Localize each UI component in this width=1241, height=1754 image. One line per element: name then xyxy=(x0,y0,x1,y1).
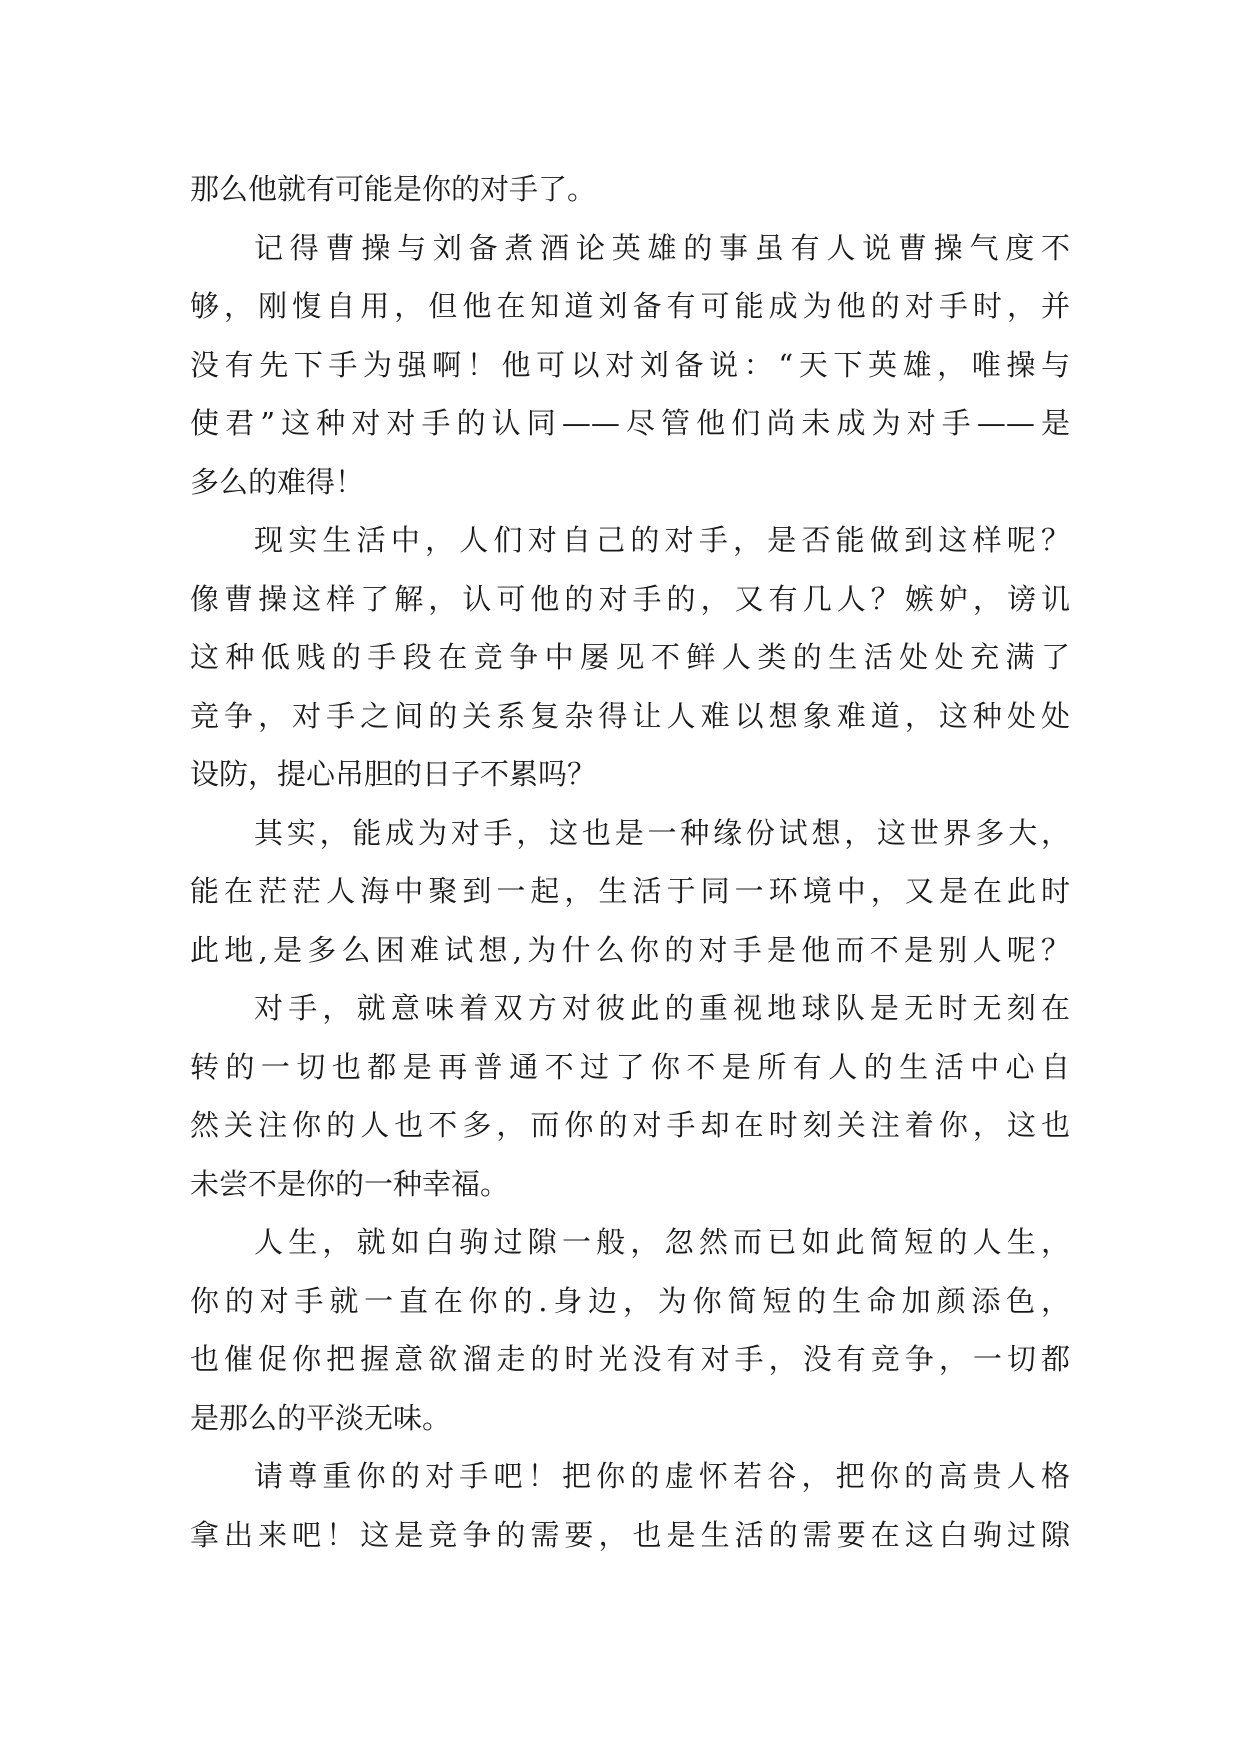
text-line: 没有先下手为强啊！他可以对刘备说：“天下英雄，唯操与 xyxy=(190,347,1070,382)
body-text xyxy=(190,160,1070,1564)
text-line: 竞争，对手之间的关系复杂得让人难以想象难道，这种处处 xyxy=(190,698,1070,733)
text-line: 设防，提心吊胆的日子不累吗？ xyxy=(190,757,597,791)
text-line: 人生，就如白驹过隙一般，忽然而已如此简短的人生， xyxy=(254,1225,1070,1259)
text-line: 现实生活中，人们对自己的对手，是否能做到这样呢？ xyxy=(254,523,1070,557)
text-line: 那么他就有可能是你的对手了。 xyxy=(190,172,597,206)
text-line: 像曹操这样了解，认可他的对手的，又有几人？嫉妒，谤讥 xyxy=(190,581,1070,616)
text-line: 记得曹操与刘备煮酒论英雄的事虽有人说曹操气度不 xyxy=(254,230,1070,265)
text-line: 未尝不是你的一种幸福。 xyxy=(190,1166,510,1201)
text-line: 能在茫茫人海中聚到一起，生活于同一环境中，又是在此时 xyxy=(190,874,1070,908)
text-line: 此地,是多么困难试想,为什么你的对手是他而不是别人呢？ xyxy=(190,932,1070,967)
text-line: 拿出来吧！这是竞争的需要，也是生活的需要在这白驹过隙 xyxy=(190,1517,1070,1552)
text-line: 这种低贱的手段在竞争中屡见不鲜人类的生活处处充满了 xyxy=(190,640,1070,674)
text-line: 使君”这种对对手的认同——尽管他们尚未成为对手——是 xyxy=(190,406,1070,440)
text-line: 然关注你的人也不多，而你的对手却在时刻关注着你，这也 xyxy=(190,1108,1070,1142)
text-line: 是那么的平淡无味。 xyxy=(190,1400,452,1435)
text-line: 你的对手就一直在你的.身边，为你简短的生命加颜添色， xyxy=(190,1283,1070,1318)
text-line: 其实，能成为对手，这也是一种缘份试想，这世界多大， xyxy=(254,815,1070,850)
text-line: 多么的难得！ xyxy=(190,464,365,499)
text-line: 转的一切也都是再普通不过了你不是所有人的生活中心自 xyxy=(190,1049,1070,1084)
text-line: 也催促你把握意欲溜走的时光没有对手，没有竞争，一切都 xyxy=(190,1342,1070,1376)
text-line: 够，刚愎自用，但他在知道刘备有可能成为他的对手时，并 xyxy=(190,289,1070,323)
text-line: 请尊重你的对手吧！把你的虚怀若谷，把你的高贵人格 xyxy=(254,1459,1070,1493)
text-line: 对手，就意味着双方对彼此的重视地球队是无时无刻在 xyxy=(254,991,1070,1025)
